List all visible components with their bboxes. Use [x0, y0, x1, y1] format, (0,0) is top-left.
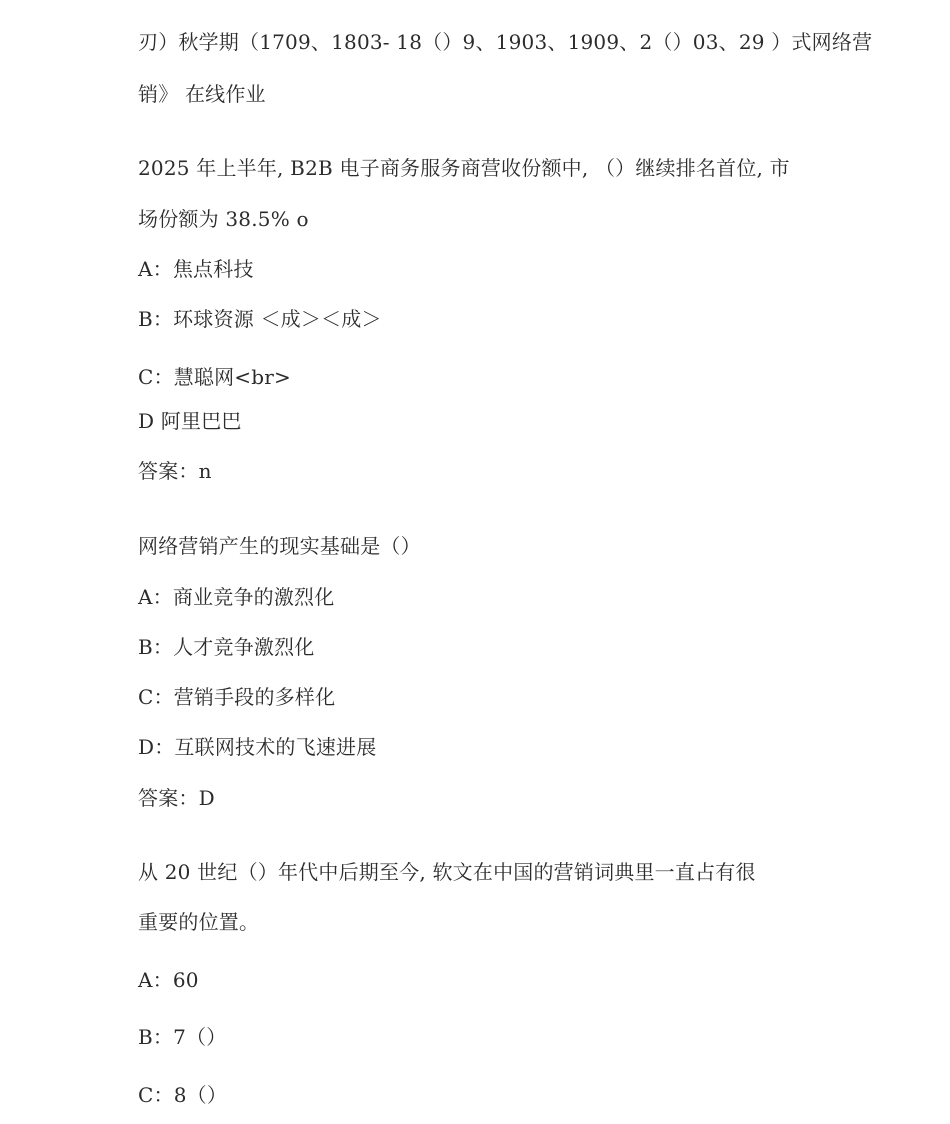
document-title-line-2: 销》 在线作业 — [138, 82, 266, 106]
question-1-stem-line-1: 2025 年上半年, B2B 电子商务服务商营收份额中, （）继续排名首位, 市 — [138, 156, 790, 180]
question-1-option-d: D 阿里巴巴 — [138, 409, 242, 433]
question-3-option-b: B：7（） — [138, 1025, 227, 1049]
question-2-option-c: C：营销手段的多样化 — [138, 685, 336, 709]
question-1-option-b: B：环球资源 ＜成＞＜成＞ — [138, 307, 382, 331]
document-title-line-1: 刃）秋学期（1709、1803- 18（）9、1903、1909、2（）03、29 ）式网络营 — [138, 30, 873, 54]
question-2-answer: 答案：D — [138, 786, 215, 810]
question-2-stem: 网络营销产生的现实基础是（） — [138, 534, 421, 558]
question-1-answer: 答案：n — [138, 459, 212, 483]
question-3-stem-line-1: 从 20 世纪（）年代中后期至今, 软文在中国的营销词典里一直占有很 — [138, 860, 756, 884]
question-1-stem-line-2: 场份额为 38.5% o — [138, 207, 309, 231]
question-2-option-a: A：商业竞争的激烈化 — [138, 585, 335, 609]
question-3-stem-line-2: 重要的位置。 — [138, 910, 260, 934]
question-1-option-c: C：慧聪网<br> — [138, 365, 291, 389]
question-3-option-c: C：8（） — [138, 1083, 228, 1107]
question-2-option-d: D：互联网技术的飞速进展 — [138, 735, 377, 759]
question-1-option-a: A：焦点科技 — [138, 257, 254, 281]
question-3-option-a: A：60 — [138, 968, 199, 992]
question-2-option-b: B：人才竞争激烈化 — [138, 635, 315, 659]
